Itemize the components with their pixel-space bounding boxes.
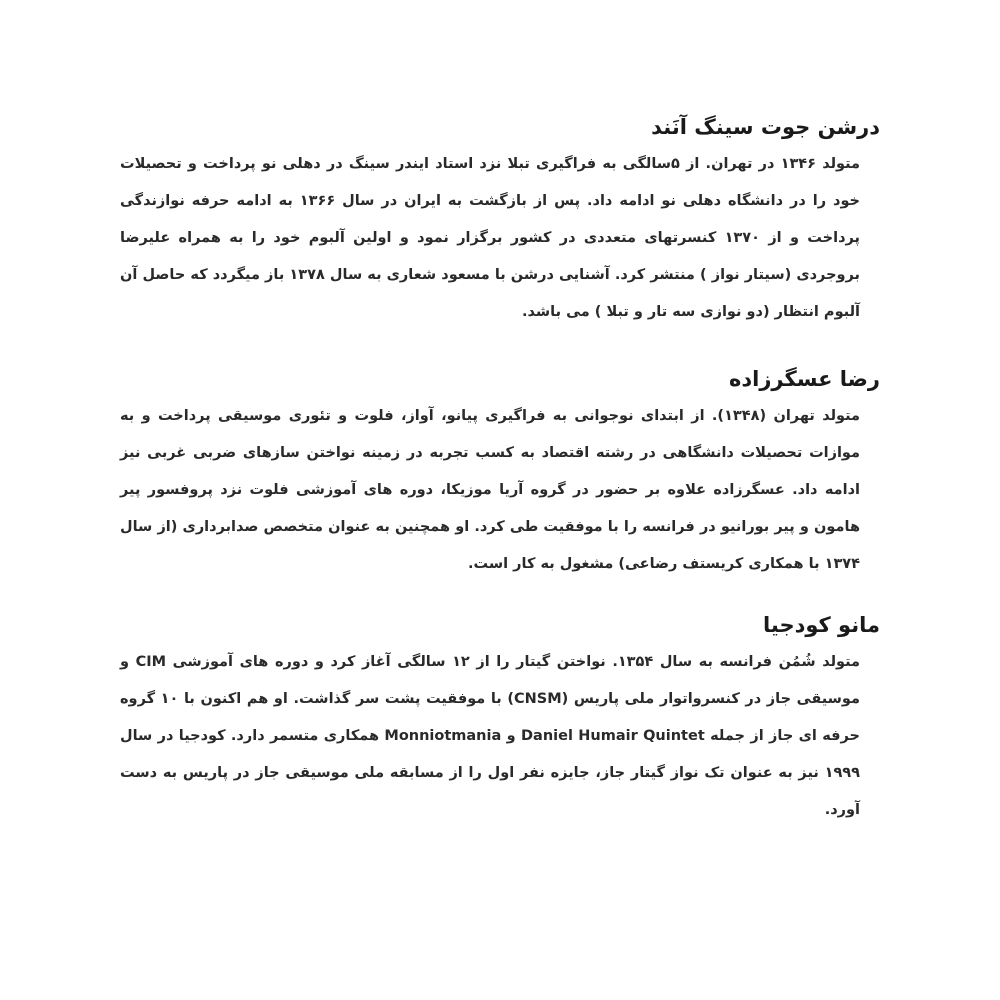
bio-section-mano	[120, 610, 880, 829]
bio-section-darshan	[120, 112, 880, 331]
bio-paragraph: متولد تهران (۱۳۴۸). از ابتدای نوجوانی به فراگیری پیانو، آواز، فلوت و تئوری موسیقی پرداخت و به موازات تحصیلات دانشگاهی در رشته اقتصاد به کسب تجربه در زمینه نواختن سازهای ضربی غربی نیز ادامه داد. عسگرزاده علاوه بر حضور در گروه آریا موزیکا، دوره های آموزشی فلوت نزد پروفسور پیر هامون و پیر بورانیو در فرانسه را با موفقیت طی کرد. او همچنین به عنوان متخصص صدابرداری (از سال ۱۳۷۴ با همکاری کریستف رضاعی) مشغول به کار است.	[120, 408, 860, 572]
bio-name: مانو کودجیا	[763, 613, 880, 637]
bio-section-reza	[120, 364, 880, 583]
bio-paragraph: متولد ۱۳۴۶ در تهران. از ۵سالگی به فراگیری تبلا نزد استاد ایندر سینگ در دهلی نو پرداخت و تحصیلات خود را در دانشگاه دهلی نو ادامه داد. پس از بازگشت به ایران در سال ۱۳۶۶ به ادامه حرفه نوازندگی پرداخت و از ۱۳۷۰ کنسرتهای متعددی در کشور برگزار نمود و اولین آلبوم خود را به همراه علیرضا بروجردی (سیتار نواز ) منتشر کرد. آشنایی درشن با مسعود شعاری به سال ۱۳۷۸ باز میگردد که حاصل آن آلبوم انتظار (دو نوازی سه تار و تبلا ) می باشد.	[120, 156, 860, 320]
bio-paragraph: متولد شُمُن فرانسه به سال ۱۳۵۴. نواختن گیتار را از ۱۲ سالگی آغاز کرد و دوره های آموزشی CIM و موسیقی جاز در کنسرواتوار ملی پاریس (CNSM) با موفقیت پشت سر گذاشت. او هم اکنون با ۱۰ گروه حرفه ای جاز از جمله Daniel Humair Quintet و Monniotmania همکاری متسمر دارد. کودجیا در سال ۱۹۹۹ نیز به عنوان تک نواز گیتار جاز، جایزه نفر اول را از مسابقه ملی موسیقی جاز در پاریس به دست آورد.	[120, 654, 861, 818]
bio-name: درشن جوت سینگ آنَند	[651, 115, 880, 139]
bio-name: رضا عسگرزاده	[728, 367, 880, 391]
